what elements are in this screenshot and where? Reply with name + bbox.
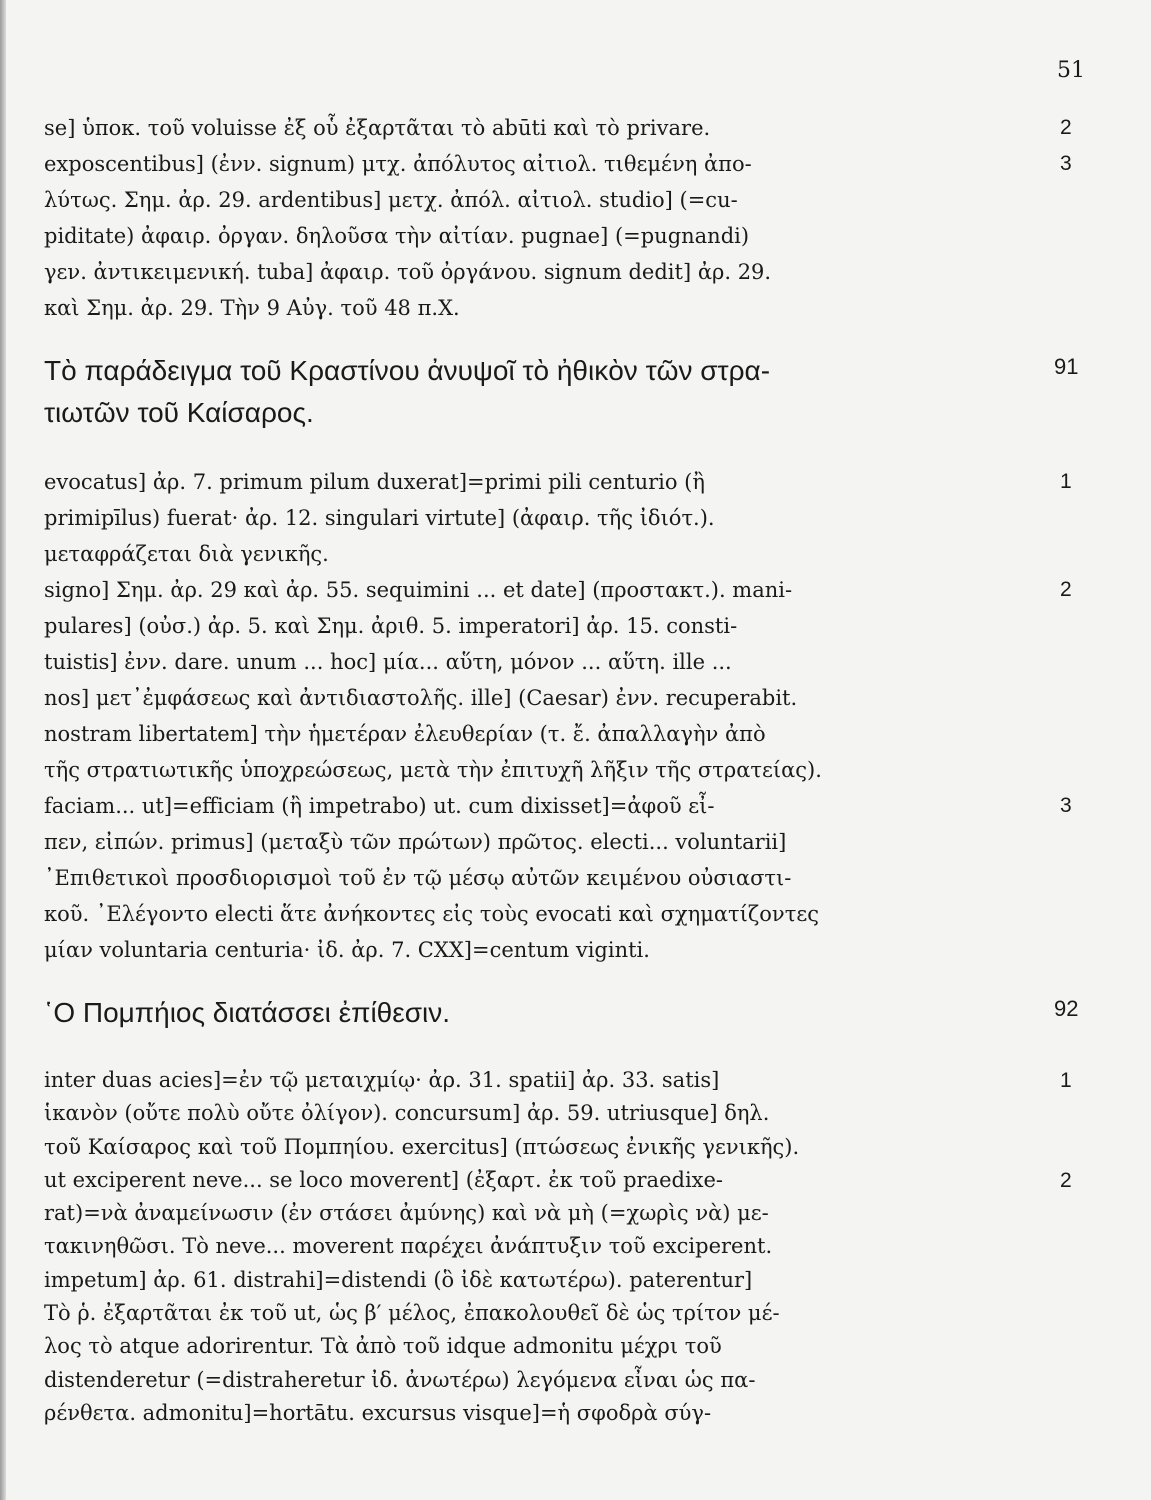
text-line [44, 608, 1044, 644]
line-text: τοῦ Καίσαρος καὶ τοῦ Πομπηίου. exercitus] (πτώσεως ἐνικῆς γενικῆς). [44, 1134, 800, 1159]
line-text: Τὸ ῥ. ἐξαρτᾶται ἐκ τοῦ ut, ὡς β′ μέλος, ἐπακολουθεῖ δὲ ὡς τρίτον μέ- [44, 1301, 780, 1326]
text-line [44, 290, 1044, 326]
heading-line [44, 392, 1044, 434]
line-text: καὶ Σημ. ἀρ. 29. Τὴν 9 Αὐγ. τοῦ 48 π.Χ. [44, 296, 460, 320]
text-line [44, 182, 1044, 218]
line-text: μίαν voluntaria centuria· ἰδ. ἀρ. 7. CXX]=centum viginti. [44, 938, 650, 962]
page-number: 51 [1057, 58, 1085, 83]
margin-number: 91 [1054, 354, 1079, 379]
line-text: μεταφράζεται διὰ γενικῆς. [44, 542, 329, 566]
text-line [44, 218, 1044, 254]
text-line [44, 788, 1072, 824]
text-line [44, 824, 1044, 860]
line-text: Τὸ παράδειγμα τοῦ Κραστίνου ἀνυψοῖ τὸ ἠθικὸν τῶν στρα- [44, 355, 771, 386]
text-line [44, 644, 1044, 680]
line-text: distenderetur (=distraheretur ἰδ. ἀνωτέρω) λεγόμενα εἶναι ὡς πα- [44, 1367, 756, 1392]
line-text: ut exciperent neve... se loco moverent] (ἐξαρτ. ἐκ τοῦ praedixe- [44, 1167, 724, 1192]
text-line [44, 110, 1072, 146]
line-text: rat)=νὰ ἀναμείνωσιν (ἐν στάσει ἀμύνης) καὶ νὰ μὴ (=χωρὶς νὰ) με- [44, 1201, 769, 1226]
line-text: nostram libertatem] τὴν ἡμετέραν ἐλευθερίαν (τ. ἔ. ἀπαλλαγὴν ἀπὸ [44, 722, 766, 746]
text-line [44, 1197, 1044, 1230]
margin-number: 1 [1060, 1069, 1072, 1092]
text-line [44, 254, 1044, 290]
text-line [44, 1230, 1044, 1263]
text-line [44, 1264, 1044, 1297]
text-line [44, 1131, 1044, 1164]
margin-number: 3 [1060, 794, 1072, 817]
margin-number: 92 [1054, 996, 1079, 1021]
line-text: ᾿Επιθετικοὶ προσδιορισμοὶ τοῦ ἐν τῷ μέσῳ αὐτῶν κειμένου οὐσιαστι- [44, 866, 792, 890]
line-text: piditate) ἀφαιρ. ὀργαν. δηλοῦσα τὴν αἰτίαν. pugnae] (=pugnandi) [44, 224, 750, 248]
line-text: τιωτῶν τοῦ Καίσαρος. [44, 397, 314, 428]
text-line [44, 500, 1044, 536]
heading-line [44, 992, 1079, 1034]
line-text: pulares] (οὐσ.) ἀρ. 5. καὶ Σημ. ἀριθ. 5. imperatori] ἀρ. 15. consti- [44, 614, 738, 638]
line-text: inter duas acies]=ἐν τῷ μεταιχμίῳ· ἀρ. 31. spatii] ἀρ. 33. satis] [44, 1068, 720, 1092]
section-heading [44, 992, 1079, 1034]
text-line [44, 1330, 1044, 1363]
line-text: πεν, εἰπών. primus] (μεταξὺ τῶν πρώτων) πρῶτος. electi... voluntarii] [44, 830, 787, 854]
commentary-block [44, 464, 1072, 968]
text-line [44, 464, 1072, 500]
margin-number: 2 [1060, 1168, 1072, 1192]
line-text: τακινηθῶσι. Τὸ neve... moverent παρέχει ἀνάπτυξιν τοῦ exciperent. [44, 1234, 773, 1259]
commentary-block [44, 110, 1072, 326]
section-heading [44, 350, 1079, 434]
text-line [44, 896, 1044, 932]
text-line [44, 146, 1072, 182]
line-text: τῆς στρατιωτικῆς ὑποχρεώσεως, μετὰ τὴν ἐπιτυχῆ λῆξιν τῆς στρατείας). [44, 758, 822, 782]
margin-number: 2 [1060, 578, 1072, 601]
line-text: λύτως. Σημ. ἀρ. 29. ardentibus] μετχ. ἀπόλ. αἰτιολ. studio] (=cu- [44, 188, 738, 212]
line-text: ἱκανὸν (οὔτε πολὺ οὔτε ὀλίγον). concursum] ἀρ. 59. utriusque] δηλ. [44, 1101, 770, 1126]
line-text: exposcentibus] (ἐνν. signum) μτχ. ἀπόλυτος αἰτιολ. τιθεμένη ἀπο- [44, 152, 752, 176]
text-column [44, 110, 1079, 1454]
line-text: signo] Σημ. ἀρ. 29 καὶ ἀρ. 55. sequimini ... et date] (προστακτ.). mani- [44, 578, 793, 602]
text-line [44, 716, 1044, 752]
line-text: nos] μετ᾿ἐμφάσεως καὶ ἀντιδιαστολῆς. ille] (Caesar) ἐνν. recuperabit. [44, 686, 798, 710]
text-line [44, 752, 1044, 788]
heading-line [44, 350, 1079, 392]
text-line [44, 1097, 1044, 1130]
page-gutter [0, 0, 6, 1500]
margin-number: 1 [1060, 470, 1072, 493]
text-line [44, 1164, 1072, 1197]
line-text: λος τὸ atque adorirentur. Τὰ ἀπὸ τοῦ idque admonitu μέχρι τοῦ [44, 1334, 722, 1359]
text-line [44, 932, 1044, 968]
text-line [44, 1397, 1044, 1430]
text-line [44, 536, 1044, 572]
line-text: tuistis] ἐνν. dare. unum ... hoc] μία... αὕτη, μόνον ... αὕτη. ille ... [44, 650, 732, 674]
line-text: primipīlus) fuerat· ἀρ. 12. singulari virtute] (ἀφαιρ. τῆς ἰδιότ.). [44, 506, 715, 530]
text-line [44, 1064, 1072, 1097]
line-text: impetum] ἀρ. 61. distrahi]=distendi (ὃ ἰδὲ κατωτέρω). paterentur] [44, 1267, 753, 1292]
line-text: evocatus] ἀρ. 7. primum pilum duxerat]=primi pili centurio (ἢ [44, 470, 705, 494]
text-line [44, 1297, 1044, 1330]
line-text: γεν. ἀντικειμενική. tuba] ἀφαιρ. τοῦ ὀργάνου. signum dedit] ἀρ. 29. [44, 260, 772, 284]
line-text: faciam... ut]=efficiam (ἢ impetrabo) ut. cum dixisset]=ἀφοῦ εἶ- [44, 794, 715, 818]
text-line [44, 860, 1044, 896]
text-line [44, 1364, 1044, 1397]
line-text: ῾Ο Πομπήιος διατάσσει ἐπίθεσιν. [44, 997, 451, 1028]
line-text: ρένθετα. admonitu]=hortātu. excursus visque]=ἡ σφοδρὰ σύγ- [44, 1400, 712, 1425]
text-line [44, 572, 1072, 608]
margin-number: 3 [1060, 152, 1072, 175]
margin-number: 2 [1060, 116, 1072, 139]
line-text: κοῦ. ᾿Ελέγοντο electi ἅτε ἀνήκοντες εἰς τοὺς evocati καὶ σχηματίζοντες [44, 902, 819, 926]
text-line [44, 680, 1044, 716]
commentary-block [44, 1064, 1072, 1430]
line-text: se] ὑποκ. τοῦ voluisse ἐξ οὗ ἐξαρτᾶται τὸ abūti καὶ τὸ privare. [44, 116, 711, 140]
